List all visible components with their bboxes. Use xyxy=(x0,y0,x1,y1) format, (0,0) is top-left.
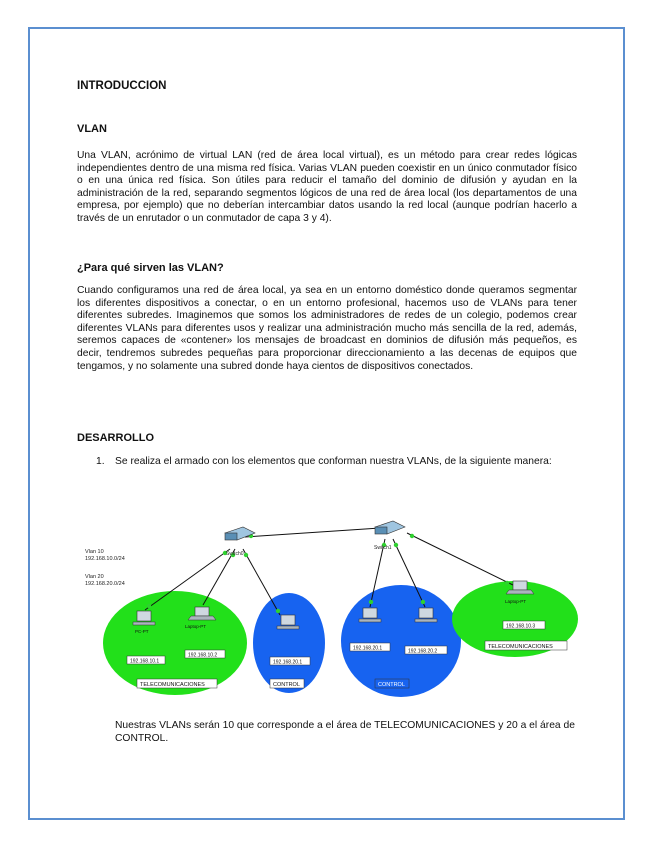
laptop0-label: Laptop-PT xyxy=(185,624,207,629)
pc0-label: PC-PT xyxy=(135,629,149,634)
closing-paragraph: Nuestras VLANs serán 10 que corresponde a el área de TELECOMUNICACIONES y 20 a el área de CONTROL. xyxy=(115,720,575,744)
paragraph-purpose: Cuando configuramos una red de área local, ya sea en un entorno doméstico donde queramos segmentar los diferentes dispositivos a conectar, o en un entorno profesional, hacemos uso de VLANs para tener diferentes subredes. Imaginemos que somos los administradores de redes de un colegio, podemos crear diferentes VLANs para diferentes usos y realizar una administración mucho más sencilla de la red, además, seremos capaces de «contener» los mensajes de broadcast en dominios de difusión más pequeños, es decir, tendremos subredes pequeñas para proporcionar direccionamiento a las decenas de equipos que tengamos, y no solamente una subred donde haya cientos de dispositivos conectados. xyxy=(77,285,577,372)
ip-laptop1: 192.168.10.3 xyxy=(506,623,536,630)
zone-label-telecom-left: TELECOMUNICACIONES xyxy=(140,682,205,688)
zone-label-control-mid: CONTROL xyxy=(273,682,300,688)
note-vlan20-title: Vlan 20 xyxy=(85,574,104,580)
note-vlan10-title: Vlan 10 xyxy=(85,549,104,555)
switch0-label: Switch0 xyxy=(226,551,244,557)
ip-laptop0: 192.168.10.2 xyxy=(188,652,218,659)
zone-label-control-right: CONTROL xyxy=(378,682,405,688)
switch0-icon xyxy=(225,527,255,557)
note-vlan20-ip: 192.168.20.0/24 xyxy=(85,581,125,587)
ip-pc3: 192.168.20.2 xyxy=(408,648,438,655)
paragraph-vlan: Una VLAN, acrónimo de virtual LAN (red de área local virtual), es un método para crear redes lógicas independientes dentro de una misma red física. Varias VLAN pueden coexistir en un único conmutador físico o en una única red física. Son útiles para reducir el tamaño del dominio de difusión y ayudan en la administración de la red, separando segmentos lógicos de una red de área local (los departamentos de una empresa, por ejemplo) que no deberían intercambiar datos usando la red local (aunque podrían hacerlo a través de un enrutador o un conmutador de capa 3 y 4). xyxy=(77,150,577,224)
heading-para-que-sirven: ¿Para qué sirven las VLAN? xyxy=(77,262,224,274)
zone-control-mid xyxy=(253,593,325,693)
step-number: 1. xyxy=(96,456,105,467)
note-vlan10-ip: 192.168.10.0/24 xyxy=(85,556,125,562)
step-1 xyxy=(96,455,576,468)
laptop1-label: Laptop-PT xyxy=(505,599,527,604)
ip-pc0: 192.168.10.1 xyxy=(130,658,160,665)
switch1-icon xyxy=(374,521,405,551)
heading-vlan: VLAN xyxy=(77,123,107,135)
switch1-label: Switch1 xyxy=(374,545,392,551)
heading-desarrollo: DESARROLLO xyxy=(77,432,154,444)
zone-label-telecom-right: TELECOMUNICACIONES xyxy=(488,644,553,650)
ip-pc1: 192.168.20.1 xyxy=(273,659,303,666)
heading-introduccion: INTRODUCCION xyxy=(77,80,167,92)
ip-pc2: 192.168.20.1 xyxy=(353,645,383,652)
step-text: Se realiza el armado con los elementos que conforman nuestra VLANs, de la siguiente manera: xyxy=(115,456,552,467)
network-diagram xyxy=(75,515,585,705)
